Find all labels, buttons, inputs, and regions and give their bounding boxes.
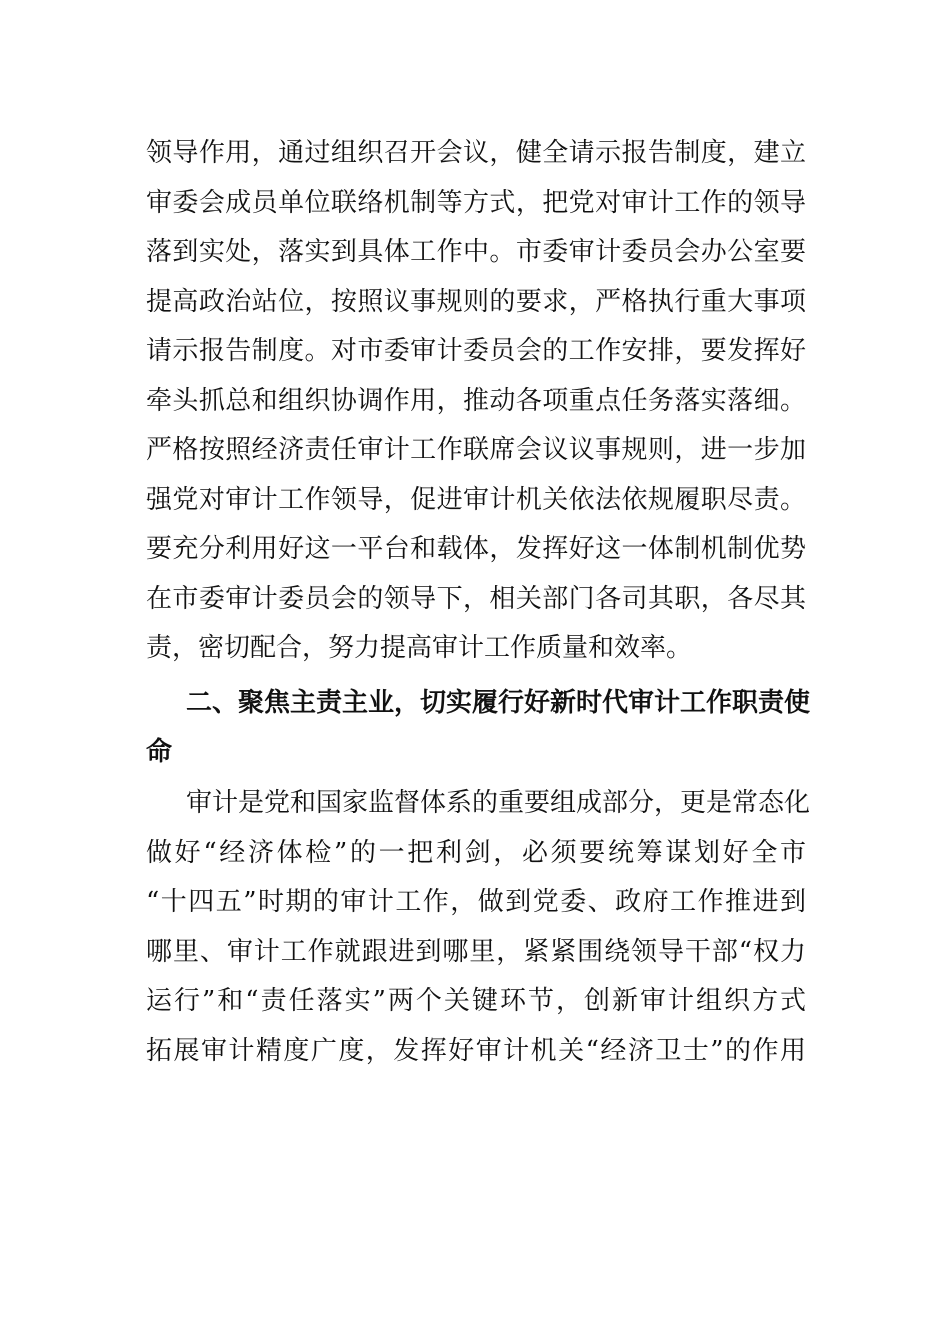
paragraph-1-line-11: 责，密切配合，努力提高审计工作质量和效率。 <box>146 633 693 663</box>
paragraph-3-line-4: 哪里、审计工作就跟进到哪里，紧紧围绕领导干部“权力 <box>146 937 806 967</box>
section-heading-line-1: 二、聚焦主责主业，切实履行好新时代审计工作职责使 <box>186 688 811 718</box>
paragraph-3-line-1: 审计是党和国家监督体系的重要组成部分，更是常态化 <box>186 788 811 818</box>
paragraph-1-line-6: 牵头抓总和组织协调作用，推动各项重点任务落实落细。 <box>146 386 806 416</box>
paragraph-1-line-5: 请示报告制度。对市委审计委员会的工作安排，要发挥好 <box>146 336 806 366</box>
paragraph-3-line-5: 运行”和“责任落实”两个关键环节，创新审计组织方式 <box>146 986 806 1016</box>
paragraph-1-line-10: 在市委审计委员会的领导下，相关部门各司其职，各尽其 <box>146 584 806 614</box>
paragraph-1-line-4: 提高政治站位，按照议事规则的要求，严格执行重大事项 <box>146 287 806 317</box>
section-heading-line-2: 命 <box>146 737 173 767</box>
paragraph-1-line-1: 领导作用，通过组织召开会议，健全请示报告制度，建立 <box>146 138 806 168</box>
paragraph-3-line-6: 拓展审计精度广度，发挥好审计机关“经济卫士”的作用 <box>146 1036 806 1066</box>
paragraph-3-line-3: “十四五”时期的审计工作，做到党委、政府工作推进到 <box>146 887 806 917</box>
paragraph-3-line-2: 做好“经济体检”的一把利剑，必须要统筹谋划好全市 <box>146 838 806 868</box>
paragraph-1-line-7: 严格按照经济责任审计工作联席会议议事规则，进一步加 <box>146 435 806 465</box>
paragraph-1-line-2: 审委会成员单位联络机制等方式，把党对审计工作的领导 <box>146 188 806 218</box>
paragraph-1-line-8: 强党对审计工作领导，促进审计机关依法依规履职尽责。 <box>146 485 806 515</box>
paragraph-1-line-3: 落到实处，落实到具体工作中。市委审计委员会办公室要 <box>146 237 806 267</box>
paragraph-1-line-9: 要充分利用好这一平台和载体，发挥好这一体制机制优势 <box>146 534 806 564</box>
